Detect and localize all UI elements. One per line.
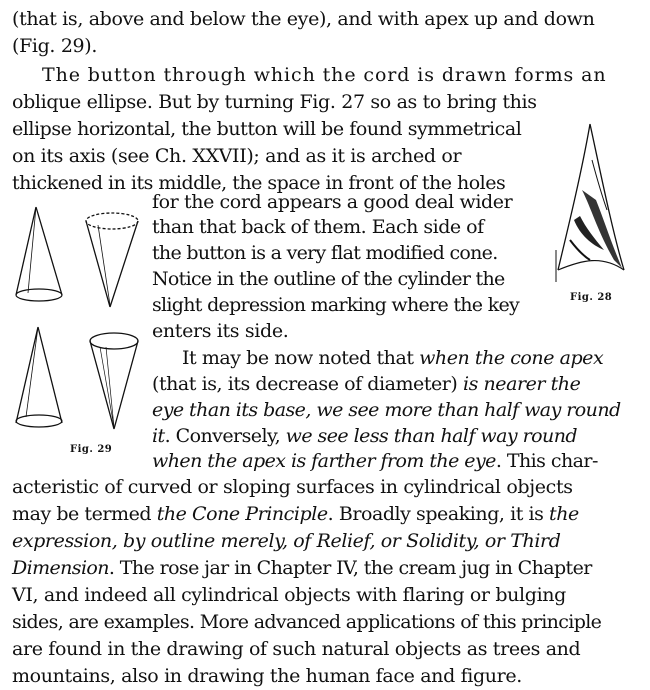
fig-29-drawing — [10, 205, 145, 435]
text-line: VI, and indeed all cylindrical objects with flaring or bulging — [12, 584, 566, 606]
text-line: when the apex is farther from the eye. This char- — [152, 450, 598, 472]
text-line: oblique ellipse. But by turning Fig. 27 so as to bring this — [12, 91, 537, 113]
text-line: thickened in its middle, the space in front of the holes — [12, 172, 506, 194]
text-line: are found in the drawing of such natural objects as trees and — [12, 638, 581, 660]
text-line: It may be now noted that when the cone apex — [182, 347, 604, 369]
text-line: it. Conversely, we see less than half way round — [152, 425, 577, 447]
text-line: expression, by outline merely, of Relief, or Solidity, or Third — [12, 530, 561, 552]
text-line: mountains, also in drawing the human face and figure. — [12, 665, 522, 687]
text-line: on its axis (see Ch. XXVII); and as it is arched or — [12, 145, 462, 167]
text-line: (that is, above and below the eye), and with apex up and down — [12, 8, 595, 30]
fig-29-caption: Fig. 29 — [70, 444, 113, 455]
text-line: acteristic of curved or sloping surfaces in cylindrical objects — [12, 476, 573, 498]
text-line: eye than its base, we see more than half way round — [152, 399, 621, 421]
text-line: ellipse horizontal, the button will be found symmetrical — [12, 118, 522, 140]
text-line: (that is, its decrease of diameter) is nearer the — [152, 373, 581, 395]
text-line: than that back of them. Each side of — [152, 216, 484, 238]
text-line: slight depression marking where the key — [152, 294, 520, 316]
text-line: may be termed the Cone Principle. Broadly speaking, it is the — [12, 503, 579, 525]
text-line: (Fig. 29). — [12, 35, 98, 57]
text-line: Notice in the outline of the cylinder the — [152, 268, 505, 290]
text-line: the button is a very flat modified cone. — [152, 242, 498, 264]
text-line: Dimension. The rose jar in Chapter IV, the cream jug in Chapter — [12, 557, 592, 579]
fig-28-drawing — [552, 120, 632, 285]
text-line: enters its side. — [152, 320, 289, 342]
text-line: for the cord appears a good deal wider — [152, 191, 513, 213]
text-line: sides, are examples. More advanced applications of this principle — [12, 611, 602, 633]
text-line: The button through which the cord is drawn forms an — [42, 64, 607, 86]
fig-28-caption: Fig. 28 — [570, 292, 613, 303]
